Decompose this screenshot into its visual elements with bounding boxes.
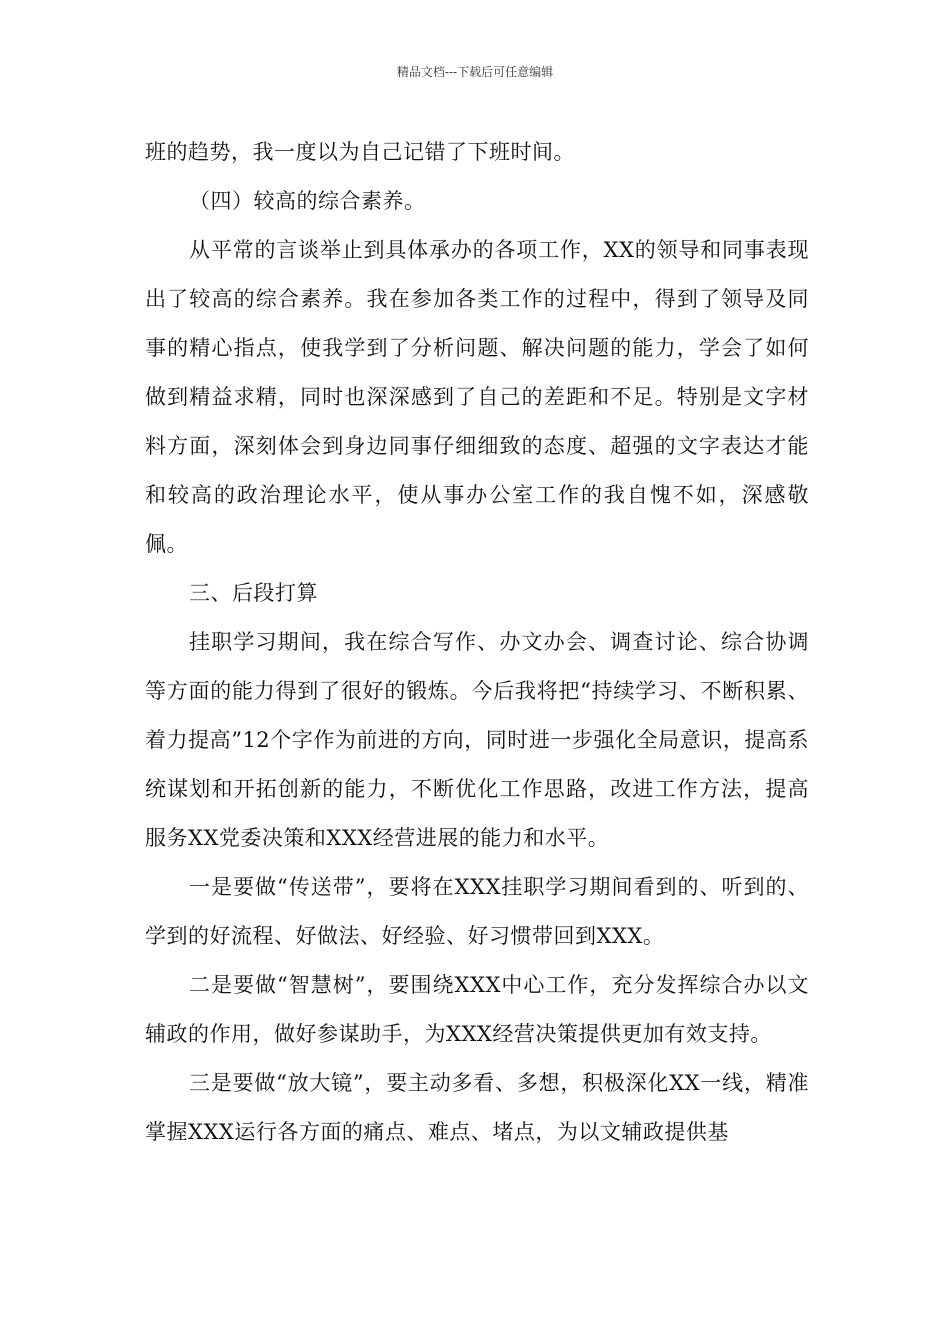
paragraph-continuation: 班的趋势，我一度以为自己记错了下班时间。 (145, 140, 575, 164)
section-heading-plans: 三、后段打算 (189, 581, 318, 605)
page-header: 精品文档---下载后可任意编辑 (396, 65, 554, 79)
document-body (145, 128, 809, 1157)
paragraph-magnifier: 三是要做“放大镜”，要主动多看、多想，积极深化XX一线，精准掌握XXX运行各方面的痛点、难点、堵点，为以文辅政提供基 (145, 1071, 809, 1144)
paragraph-literacy: 从平常的言谈举止到具体承办的各项工作，XX的领导和同事表现出了较高的综合素养。我在参加各类工作的过程中，得到了领导及同事的精心指点，使我学到了分析问题、解决问题的能力，学会了如何做到精益求精，同时也深深感到了自己的差距和不足。特别是文字材料方面，深刻体会到身边同事仔细细致的态度、超强的文字表达才能和较高的政治理论水平，使从事办公室工作的我自愧不如，深感敬佩。 (145, 238, 809, 556)
section-heading-four: （四）较高的综合素养。 (189, 189, 426, 213)
paragraph-conveyor: 一是要做“传送带”，要将在XXX挂职学习期间看到的、听到的、学到的好流程、好做法、好经验、好习惯带回到XXX。 (145, 875, 809, 948)
paragraph-wisdom-tree: 二是要做“智慧树”，要围绕XXX中心工作，充分发挥综合办以文辅政的作用，做好参谋助手，为XXX经营决策提供更加有效支持。 (145, 973, 809, 1046)
paragraph-plans: 挂职学习期间，我在综合写作、办文办会、调查讨论、综合协调等方面的能力得到了很好的锻炼。今后我将把“持续学习、不断积累、着力提高”12个字作为前进的方向，同时进一步强化全局意识，提高系统谋划和开拓创新的能力，不断优化工作思路，改进工作方法，提高服务XX党委决策和XXX经营进展的能力和水平。 (145, 630, 809, 850)
